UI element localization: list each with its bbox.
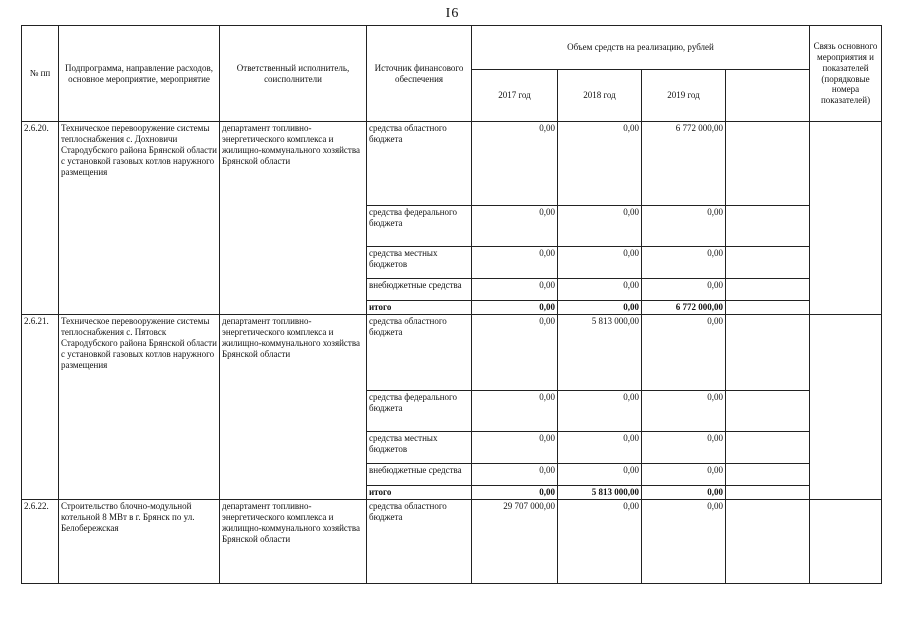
amount-2018: 0,00 — [558, 500, 642, 584]
header-link: Связь основного мероприятия и показателей (порядковые номера показателей) — [810, 26, 882, 122]
item-name: Строительство блочно-модульной котельной 8 МВт в г. Брянск по ул. Белобережская — [59, 500, 220, 584]
amount-2019: 0,00 — [642, 315, 726, 391]
amount-2019: 0,00 — [642, 486, 726, 500]
amount-2017: 0,00 — [472, 206, 558, 247]
amount-blank — [726, 206, 810, 247]
amount-2019: 0,00 — [642, 279, 726, 301]
amount-2018: 0,00 — [558, 247, 642, 279]
amount-2017: 0,00 — [472, 122, 558, 206]
funding-source: внебюджетные средства — [367, 279, 472, 301]
budget-table — [21, 25, 882, 584]
funding-source: итого — [367, 301, 472, 315]
amount-blank — [726, 486, 810, 500]
item-executor: департамент топливно-энергетического комплекса и жилищно-коммунального хозяйства Брянской области — [220, 500, 367, 584]
amount-blank — [726, 432, 810, 464]
item-name: Техническое перевооружение системы теплоснабжения с. Дохновичи Стародубского района Брянской области с установкой газовых котлов наружного размещения — [59, 122, 220, 315]
amount-blank — [726, 391, 810, 432]
item-number: 2.6.22. — [22, 500, 59, 584]
item-number: 2.6.21. — [22, 315, 59, 500]
table-body — [22, 122, 882, 584]
indicator-link — [810, 315, 882, 500]
amount-2018: 5 813 000,00 — [558, 315, 642, 391]
amount-2018: 0,00 — [558, 432, 642, 464]
amount-blank — [726, 122, 810, 206]
funding-source: средства федерального бюджета — [367, 391, 472, 432]
header-executor: Ответственный исполнитель, соисполнители — [220, 26, 367, 122]
amount-2019: 0,00 — [642, 464, 726, 486]
header-year-blank — [726, 70, 810, 122]
amount-2018: 0,00 — [558, 206, 642, 247]
amount-2017: 0,00 — [472, 301, 558, 315]
amount-blank — [726, 301, 810, 315]
amount-2017: 0,00 — [472, 391, 558, 432]
amount-2019: 0,00 — [642, 500, 726, 584]
funding-source: средства местных бюджетов — [367, 432, 472, 464]
amount-2018: 0,00 — [558, 279, 642, 301]
amount-2018: 5 813 000,00 — [558, 486, 642, 500]
page-number: I6 — [445, 6, 460, 21]
table-header — [22, 26, 882, 122]
amount-2017: 29 707 000,00 — [472, 500, 558, 584]
amount-2018: 0,00 — [558, 301, 642, 315]
amount-2017: 0,00 — [472, 315, 558, 391]
header-year-2017: 2017 год — [472, 70, 558, 122]
header-year-2019: 2019 год — [642, 70, 726, 122]
table-row — [22, 500, 882, 584]
item-executor: департамент топливно-энергетического комплекса и жилищно-коммунального хозяйства Брянской области — [220, 315, 367, 500]
indicator-link — [810, 122, 882, 315]
amount-blank — [726, 500, 810, 584]
table-row — [22, 122, 882, 206]
amount-2017: 0,00 — [472, 486, 558, 500]
header-year-2018: 2018 год — [558, 70, 642, 122]
funding-source: средства местных бюджетов — [367, 247, 472, 279]
item-name: Техническое перевооружение системы теплоснабжения с. Пятовск Стародубского района Брянской области с установкой газовых котлов наружного размещения — [59, 315, 220, 500]
amount-2017: 0,00 — [472, 279, 558, 301]
amount-2019: 6 772 000,00 — [642, 122, 726, 206]
item-number: 2.6.20. — [22, 122, 59, 315]
funding-source: средства областного бюджета — [367, 500, 472, 584]
amount-2019: 0,00 — [642, 247, 726, 279]
amount-blank — [726, 279, 810, 301]
funding-source: внебюджетные средства — [367, 464, 472, 486]
table-row — [22, 315, 882, 391]
header-source: Источник финансового обеспечения — [367, 26, 472, 122]
amount-blank — [726, 464, 810, 486]
amount-2018: 0,00 — [558, 122, 642, 206]
indicator-link — [810, 500, 882, 584]
amount-blank — [726, 315, 810, 391]
amount-2017: 0,00 — [472, 247, 558, 279]
amount-2018: 0,00 — [558, 464, 642, 486]
item-executor: департамент топливно-энергетического комплекса и жилищно-коммунального хозяйства Брянской области — [220, 122, 367, 315]
amount-2018: 0,00 — [558, 391, 642, 432]
header-volume: Объем средств на реализацию, рублей — [472, 26, 810, 70]
header-program: Подпрограмма, направление расходов, основное мероприятие, мероприятие — [59, 26, 220, 122]
funding-source: средства областного бюджета — [367, 315, 472, 391]
funding-source: средства федерального бюджета — [367, 206, 472, 247]
amount-2019: 0,00 — [642, 206, 726, 247]
funding-source: средства областного бюджета — [367, 122, 472, 206]
amount-blank — [726, 247, 810, 279]
amount-2017: 0,00 — [472, 464, 558, 486]
amount-2019: 0,00 — [642, 432, 726, 464]
amount-2019: 0,00 — [642, 391, 726, 432]
amount-2017: 0,00 — [472, 432, 558, 464]
header-num: № пп — [22, 26, 59, 122]
funding-source: итого — [367, 486, 472, 500]
amount-2019: 6 772 000,00 — [642, 301, 726, 315]
